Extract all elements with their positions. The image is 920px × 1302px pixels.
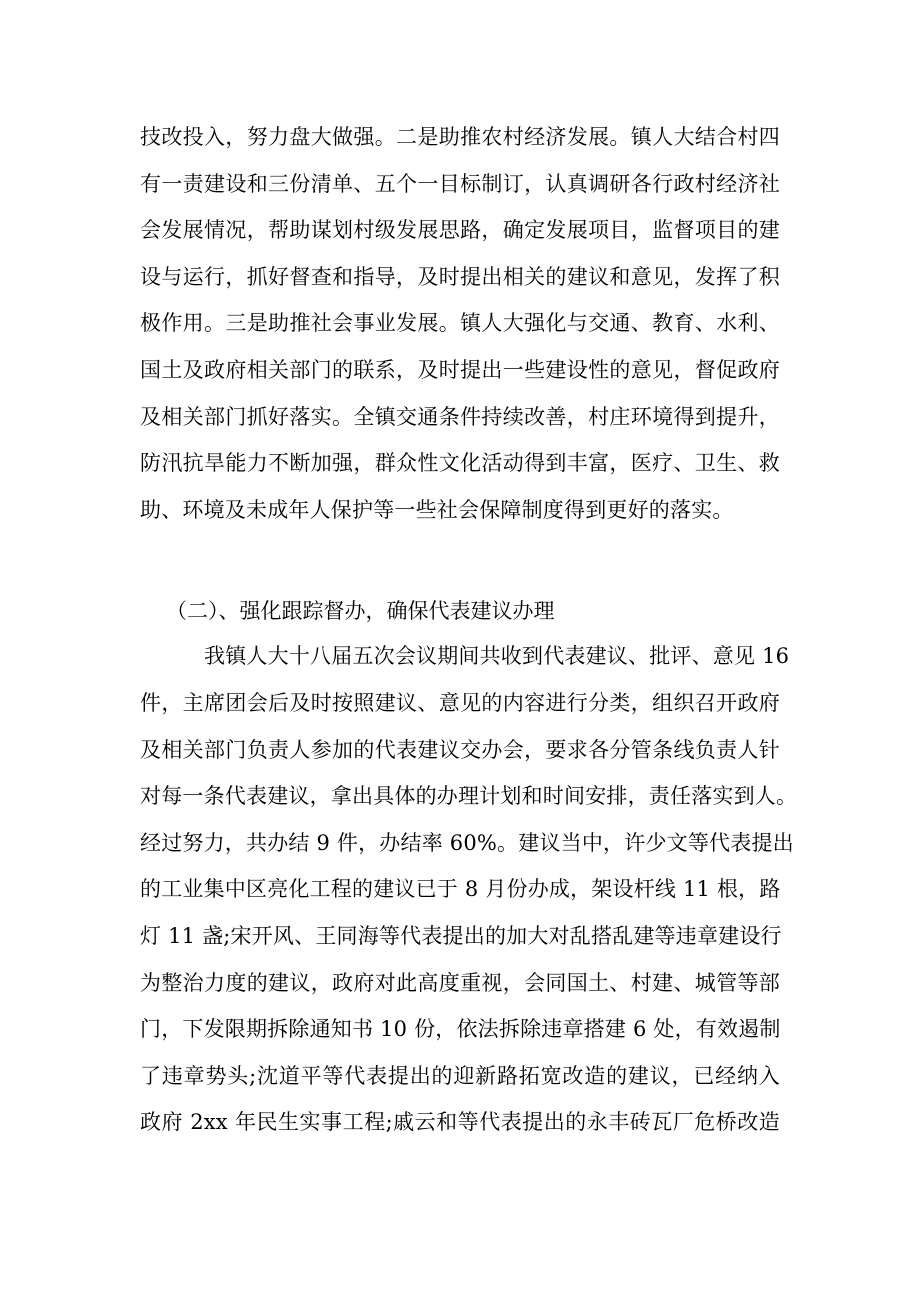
text-line: 门，下发限期拆除通知书 10 份，依法拆除违章搭建 6 处，有效遏制: [140, 1017, 781, 1042]
text-line: 极作用。三是助推社会事业发展。镇人大强化与交通、教育、水利、: [140, 311, 780, 336]
text-line: 件，主席团会后及时按照建议、意见的内容进行分类，组织召开政府: [140, 690, 780, 715]
text-line: 助、环境及未成年人保护等一些社会保障制度得到更好的落实。: [140, 497, 734, 522]
text-line: 会发展情况，帮助谋划村级发展思路，确定发展项目，监督项目的建: [140, 218, 780, 243]
paragraph-rural-development: [140, 114, 780, 533]
paragraph-gap: [140, 533, 780, 589]
document-page: [140, 114, 798, 1146]
text-line: 为整治力度的建议，政府对此高度重视，会同国土、村建、城管等部: [140, 970, 780, 995]
paragraph-representative-suggestions: [140, 633, 798, 1146]
text-line: 对每一条代表建议，拿出具体的办理计划和时间安排，责任落实到人。: [140, 784, 798, 809]
text-line: 防汛抗旱能力不断加强，群众性文化活动得到丰富，医疗、卫生、救: [140, 451, 780, 476]
text-line: 灯 11 盏;宋开风、王同海等代表提出的加大对乱搭乱建等违章建设行: [140, 923, 782, 948]
text-line: 国土及政府相关部门的联系，及时提出一些建设性的意见，督促政府: [140, 357, 780, 382]
text-line: 及相关部门负责人参加的代表建议交办会，要求各分管条线负责人针: [140, 737, 780, 762]
section-heading: （二）、强化跟踪督办，确保代表建议办理: [166, 599, 555, 624]
text-line: 政府 2xx 年民生实事工程;戚云和等代表提出的永丰砖瓦厂危桥改造: [140, 1110, 780, 1135]
text-line: 了违章势头;沈道平等代表提出的迎新路拓宽改造的建议，已经纳入: [140, 1063, 780, 1088]
text-line: 有一责建设和三份清单、五个一目标制订，认真调研各行政村经济社: [140, 171, 780, 196]
text-line: 及相关部门抓好落实。全镇交通条件持续改善，村庄环境得到提升，: [140, 404, 780, 429]
text-line: 的工业集中区亮化工程的建议已于 8 月份办成，架设杆线 11 根，路: [140, 877, 781, 902]
text-line: 经过努力，共办结 9 件，办结率 60%。建议当中，许少文等代表提出: [140, 830, 794, 855]
text-line: 技改投入，努力盘大做强。二是助推农村经济发展。镇人大结合村四: [140, 125, 780, 149]
text-line: 我镇人大十八届五次会议期间共收到代表建议、批评、意见 16: [204, 644, 790, 669]
text-line: 设与运行，抓好督查和指导，及时提出相关的建议和意见，发挥了积: [140, 264, 780, 289]
